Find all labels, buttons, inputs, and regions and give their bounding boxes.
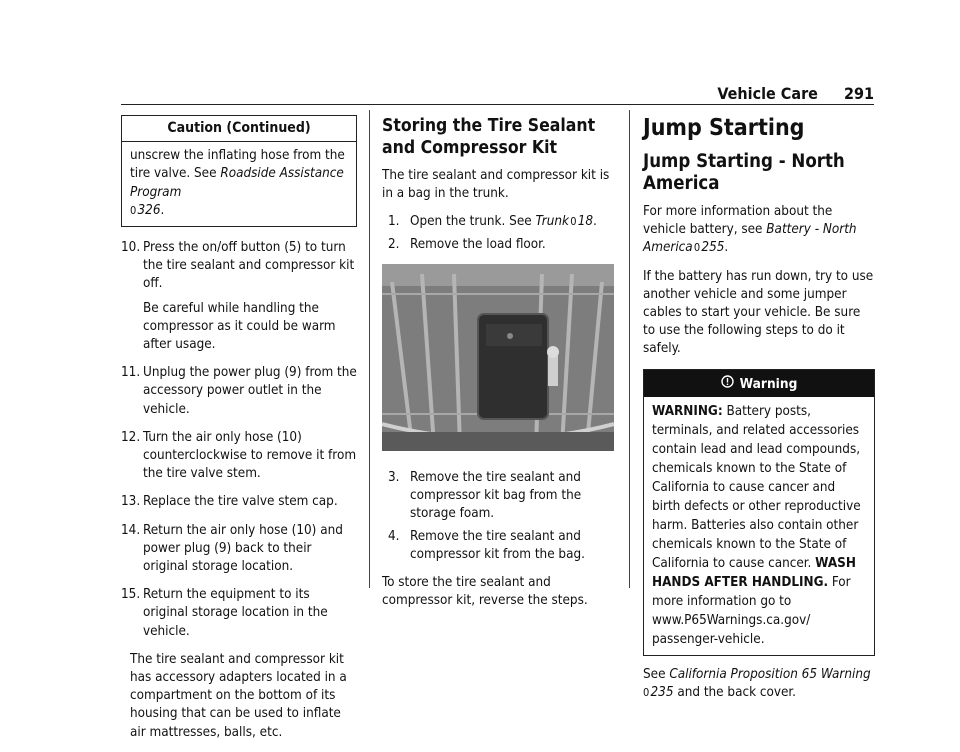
list-item	[121, 429, 357, 484]
steps-list-cont	[121, 364, 357, 641]
ref-arrow-icon: 0	[643, 686, 650, 700]
list-item	[121, 522, 357, 577]
caution-text: unscrew the inflating hose from the tire valve. See	[130, 148, 345, 182]
step-text: Replace the tire valve stem cap.	[143, 494, 338, 510]
list-item: 1. Open the trunk. See Trunk 0 18.	[388, 213, 614, 231]
trunk-ref-page[interactable]: 18	[577, 214, 594, 230]
page-title: Jump Starting	[643, 115, 805, 141]
step-text: Press the on/off button (5) to turn the tire sealant and compressor kit off.	[143, 240, 355, 292]
column-3	[643, 115, 875, 712]
list-item	[388, 469, 614, 524]
warning-emphasis: WASH HANDS AFTER HANDLING.	[652, 555, 856, 590]
battery-ref-page[interactable]: 255	[701, 240, 725, 256]
caution-body: unscrew the inflating hose from the tire valve. See Roadside Assistance Program 0 326.	[130, 148, 345, 218]
paragraph-text: See	[643, 666, 670, 682]
caution-ref-page[interactable]: 326	[137, 202, 161, 218]
section-heading: Storing the Tire Sealant and Compressor Kit	[382, 116, 596, 158]
step-text: Remove the load floor.	[410, 236, 546, 252]
prop65-paragraph	[643, 666, 875, 702]
step-number: 12.	[121, 429, 141, 445]
warning-text: Battery posts, terminals, and related accessories contain lead and lead compounds, chemicals known to the State of California to cause cancer and birth defects or other reproductive harm. Batteries also contain other chemicals known to the State of California to cause cancer.	[652, 403, 861, 571]
caution-ref-link[interactable]: Roadside Assistance Program	[130, 166, 344, 200]
step-number: 13.	[121, 494, 141, 510]
paragraph-text: For more information about the vehicle battery, see	[643, 204, 833, 238]
warning-text: For more information go to www.P65Warnings.ca.gov/ passenger-vehicle.	[652, 574, 851, 647]
step-number: 1.	[388, 214, 400, 230]
section-heading: Jump Starting - North America	[643, 151, 845, 194]
page-header	[717, 84, 874, 103]
jump-intro-paragraph: If the battery has run down, try to use another vehicle and some jumper cables to start your vehicle. Be sure to use the following steps to do it safely.	[643, 268, 874, 357]
step-text: Return the equipment to its original storage location in the vehicle.	[143, 587, 328, 639]
battery-ref-link[interactable]: Battery - North America	[643, 222, 857, 256]
list-item	[388, 236, 614, 254]
header-rule	[121, 104, 874, 105]
step-number: 3.	[388, 470, 400, 486]
paragraph-text: and the back cover.	[673, 685, 796, 701]
step-number: 11.	[121, 365, 141, 381]
steps-list-cont	[388, 469, 614, 564]
ref-arrow-icon: 0	[570, 215, 577, 229]
column-divider	[369, 110, 370, 588]
step-text: Turn the air only hose (10) counterclockwise to remove it from the tire valve stem.	[143, 429, 357, 482]
steps-list	[121, 239, 357, 294]
warning-lead: WARNING:	[652, 403, 723, 419]
step-number: 15.	[121, 587, 141, 603]
step-number: 10.	[121, 240, 141, 256]
section-title: Vehicle Care	[717, 84, 818, 103]
warning-title: Warning	[739, 375, 798, 392]
step-number: 2.	[388, 236, 400, 252]
column-divider	[629, 110, 630, 588]
page-number: 291	[843, 84, 874, 103]
step-text: Unplug the power plug (9) from the accessory power outlet in the vehicle.	[143, 365, 357, 417]
trunk-ref-link[interactable]: Trunk	[535, 214, 569, 230]
step-text: Remove the tire sealant and compressor kit from the bag.	[410, 528, 585, 562]
prop65-ref-link[interactable]: California Proposition 65 Warning	[669, 666, 871, 682]
step-number: 14.	[121, 522, 141, 538]
step-text: Open the trunk. See	[410, 214, 536, 230]
step-text: Remove the tire sealant and compressor kit bag from the storage foam.	[410, 470, 582, 522]
warning-header	[644, 370, 874, 397]
step-number: 4.	[388, 528, 400, 544]
list-item	[121, 493, 357, 511]
closing-paragraph: The tire sealant and compressor kit has accessory adapters located in a compartment on the bottom of its housing that can be used to inflate air mattresses, balls, etc.	[130, 651, 347, 740]
step-text: Return the air only hose (10) and power plug (9) back to their original storage location.	[143, 522, 343, 575]
warning-box	[643, 369, 875, 656]
column-1	[121, 115, 357, 752]
prop65-ref-page[interactable]: 235	[650, 685, 674, 701]
battery-info-paragraph: For more information about the vehicle battery, see Battery - North America 0 255.	[643, 204, 857, 256]
list-item	[121, 239, 357, 294]
intro-paragraph: The tire sealant and compressor kit is in a bag in the trunk.	[382, 168, 610, 202]
list-item	[388, 528, 614, 564]
ref-arrow-icon: 0	[693, 241, 701, 255]
caution-title: Caution (Continued)	[122, 116, 356, 142]
steps-list	[388, 213, 614, 253]
ref-arrow-icon: 0	[130, 203, 137, 217]
trunk-load-floor-photo	[382, 264, 614, 451]
list-item	[121, 364, 357, 419]
step-note: Be careful while handling the compressor as it could be warm after usage.	[143, 300, 336, 353]
list-item	[121, 586, 357, 641]
column-2	[382, 115, 614, 620]
warning-icon	[721, 375, 734, 388]
warning-body	[644, 397, 874, 655]
caution-box	[121, 115, 357, 227]
closing-paragraph: To store the tire sealant and compressor kit, reverse the steps.	[382, 575, 588, 609]
